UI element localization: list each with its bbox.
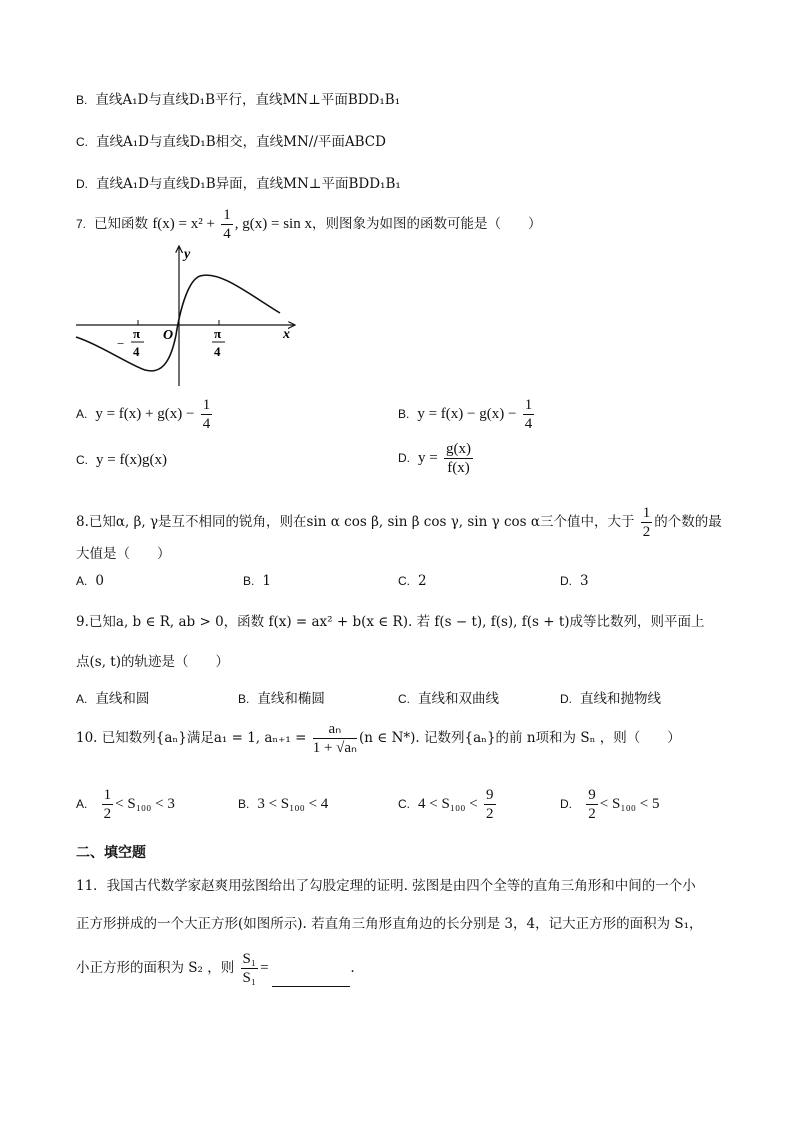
q9-text-b: 点(s, t)的轨迹是（ ） bbox=[76, 654, 229, 670]
q10-text-a: 已知数列{aₙ}满足a₁ = 1, aₙ₊₁ = bbox=[101, 730, 307, 746]
neg-tick-numerator: π bbox=[133, 326, 141, 341]
fraction-numerator: aₙ bbox=[313, 720, 357, 739]
q10-option-c bbox=[398, 786, 498, 823]
q7-stem-a: 已知函数 bbox=[94, 216, 149, 232]
option-text: 直线和圆 bbox=[95, 691, 150, 707]
option-text: 2 bbox=[418, 573, 427, 589]
q11-equals: = bbox=[260, 960, 273, 976]
q11-text-3a: 小正方形的面积为 S₂ ，则 bbox=[76, 960, 235, 976]
option-label: C. bbox=[398, 692, 410, 706]
fraction-denominator: 2 bbox=[103, 806, 112, 822]
q11-line-3 bbox=[76, 950, 355, 987]
option-label: C. bbox=[398, 574, 410, 588]
answer-blank[interactable] bbox=[272, 972, 350, 987]
function-curve bbox=[76, 275, 280, 371]
q7-function-graph bbox=[70, 240, 310, 390]
option-text: 直线A₁D与直线D₁B平行，直线MN⊥平面BDD₁B₁ bbox=[95, 92, 401, 108]
q9-text-a: 已知a, b ∈ R, ab > 0，函数 f(x) = ax² + b(x ∈ R). 若 f(s − t), f(s), f(s + t)成等比数列，则平面上 bbox=[88, 614, 705, 630]
pos-tick-numerator: π bbox=[214, 326, 222, 341]
option-expr: y = f(x) + g(x) − bbox=[95, 406, 195, 422]
option-fraction bbox=[444, 440, 473, 477]
fraction-denominator: 4 bbox=[223, 226, 231, 242]
q6-option-c bbox=[76, 130, 386, 150]
fraction-numerator: 1 bbox=[103, 787, 112, 803]
option-label: D. bbox=[398, 451, 410, 465]
option-text: 3 bbox=[580, 573, 589, 589]
q7-option-a bbox=[76, 396, 214, 433]
fraction-denominator: 1 + √aₙ bbox=[312, 740, 358, 756]
option-label: A. bbox=[76, 797, 88, 811]
option-fraction bbox=[484, 786, 496, 823]
option-text: 直线A₁D与直线D₁B相交，直线MN//平面ABCD bbox=[96, 134, 386, 150]
fraction-numerator: 1 bbox=[202, 397, 211, 413]
q7-stem bbox=[76, 206, 541, 243]
q7-option-d bbox=[398, 440, 475, 477]
question-number: 8. bbox=[76, 514, 89, 530]
option-text: 直线和椭圆 bbox=[257, 691, 325, 707]
q11-fraction bbox=[241, 950, 259, 987]
q9-stem bbox=[76, 610, 705, 630]
question-number: 7. bbox=[76, 217, 87, 231]
option-label: B. bbox=[398, 407, 410, 421]
option-label: C. bbox=[76, 135, 88, 149]
option-expr: 4 < S₁₀₀ < bbox=[418, 796, 478, 812]
q6-option-d bbox=[76, 172, 401, 192]
fraction-denominator: f(x) bbox=[447, 460, 470, 476]
option-label: B. bbox=[238, 692, 250, 706]
q7-fraction bbox=[221, 206, 233, 243]
q8-text-b: 的个数的最 bbox=[654, 514, 722, 530]
q9-option-a bbox=[76, 687, 149, 707]
q8-text-c: 大值是（ ） bbox=[76, 546, 171, 562]
option-expr: y = f(x) − g(x) − bbox=[417, 406, 517, 422]
fraction-denominator: S₁ bbox=[242, 970, 257, 986]
option-label: C. bbox=[398, 797, 410, 811]
option-label: A. bbox=[76, 574, 88, 588]
q7-option-c bbox=[76, 452, 167, 469]
q6-option-b bbox=[76, 88, 400, 108]
neg-tick-sign: − bbox=[117, 336, 125, 351]
q10-option-d bbox=[560, 786, 660, 823]
option-label: D. bbox=[560, 574, 572, 588]
question-number: 9. bbox=[76, 614, 89, 630]
q11-line-2 bbox=[76, 912, 703, 932]
q9-stem-cont bbox=[76, 650, 229, 670]
option-label: D. bbox=[560, 797, 572, 811]
option-fraction bbox=[102, 786, 114, 823]
x-axis-label: x bbox=[283, 327, 290, 342]
fraction-numerator: g(x) bbox=[446, 441, 472, 457]
fraction-numerator: 1 bbox=[223, 207, 231, 223]
fraction-numerator: 9 bbox=[486, 787, 494, 803]
fraction-numerator: 1 bbox=[642, 505, 651, 521]
fraction-numerator: S₁ bbox=[242, 951, 257, 967]
q9-option-d bbox=[560, 687, 661, 707]
fraction-denominator: 2 bbox=[486, 806, 494, 822]
q8-option-b bbox=[243, 573, 271, 589]
q10-option-b bbox=[238, 796, 328, 813]
fraction-denominator: 2 bbox=[642, 524, 651, 540]
option-text: 直线和双曲线 bbox=[418, 691, 499, 707]
option-expr: y = bbox=[418, 450, 438, 466]
option-label: B. bbox=[76, 93, 88, 107]
origin-label: O bbox=[163, 328, 174, 343]
q10-fraction bbox=[313, 720, 357, 757]
q10-option-a bbox=[76, 786, 175, 823]
fraction-denominator: 4 bbox=[202, 416, 211, 432]
y-axis-label: y bbox=[184, 247, 191, 262]
q10-text-b: (n ∈ N*). 记数列{aₙ}的前 n项和为 Sₙ ，则（ ） bbox=[359, 730, 681, 746]
option-text: 1 bbox=[262, 573, 271, 589]
option-label: A. bbox=[76, 407, 88, 421]
q7-func-g: , g(x) = sin x bbox=[234, 216, 312, 232]
q11-line-1 bbox=[76, 874, 696, 894]
option-label: A. bbox=[76, 692, 88, 706]
q10-stem bbox=[76, 720, 681, 757]
q7-stem-b: ，则图象为如图的函数可能是（ ） bbox=[311, 216, 542, 232]
q11-period: . bbox=[350, 960, 355, 976]
q8-option-d bbox=[560, 573, 589, 589]
q8-fraction bbox=[641, 504, 653, 541]
option-expr: < S₁₀₀ < 5 bbox=[599, 796, 660, 812]
option-expr: y = f(x)g(x) bbox=[96, 452, 167, 468]
pos-tick-denominator: 4 bbox=[214, 344, 221, 359]
option-text: 0 bbox=[95, 573, 104, 589]
option-text: 直线A₁D与直线D₁B异面，直线MN⊥平面BDD₁B₁ bbox=[96, 176, 401, 192]
option-text: 直线和抛物线 bbox=[580, 691, 661, 707]
option-expr: 3 < S₁₀₀ < 4 bbox=[257, 796, 329, 812]
option-fraction bbox=[586, 786, 598, 823]
option-label: C. bbox=[76, 453, 88, 467]
q7-option-b bbox=[398, 396, 536, 433]
q8-text-a: 已知α, β, γ是互不相同的锐角，则在sin α cos β, sin β cos γ, sin γ cos α三个值中，大于 bbox=[88, 514, 635, 530]
q9-option-b bbox=[238, 687, 325, 707]
option-label: B. bbox=[238, 797, 250, 811]
q8-stem-cont bbox=[76, 542, 171, 562]
section-title: 二、填空题 bbox=[76, 845, 146, 861]
option-fraction bbox=[523, 396, 535, 433]
question-number: 10. bbox=[76, 730, 98, 746]
fraction-numerator: 1 bbox=[524, 397, 533, 413]
q7-func-f: f(x) = x² + bbox=[152, 216, 215, 232]
option-fraction bbox=[201, 396, 213, 433]
fraction-denominator: 4 bbox=[524, 416, 533, 432]
option-label: B. bbox=[243, 574, 255, 588]
q8-option-c bbox=[398, 573, 427, 589]
q11-text-1: 11．我国古代数学家赵爽用弦图给出了勾股定理的证明. 弦图是由四个全等的直角三角形和中间的一个小 bbox=[76, 878, 696, 894]
option-expr: < S₁₀₀ < 3 bbox=[115, 796, 175, 812]
q9-option-c bbox=[398, 687, 499, 707]
option-label: D. bbox=[560, 692, 572, 706]
fraction-numerator: 9 bbox=[588, 787, 596, 803]
q8-option-a bbox=[76, 573, 104, 589]
q11-text-2: 正方形拼成的一个大正方形(如图所示). 若直角三角形直角边的长分别是 3，4，记大正方形的面积为 S₁， bbox=[76, 916, 703, 932]
fraction-denominator: 2 bbox=[588, 806, 596, 822]
q8-stem bbox=[76, 504, 722, 541]
option-label: D. bbox=[76, 177, 88, 191]
neg-tick-denominator: 4 bbox=[133, 344, 140, 359]
